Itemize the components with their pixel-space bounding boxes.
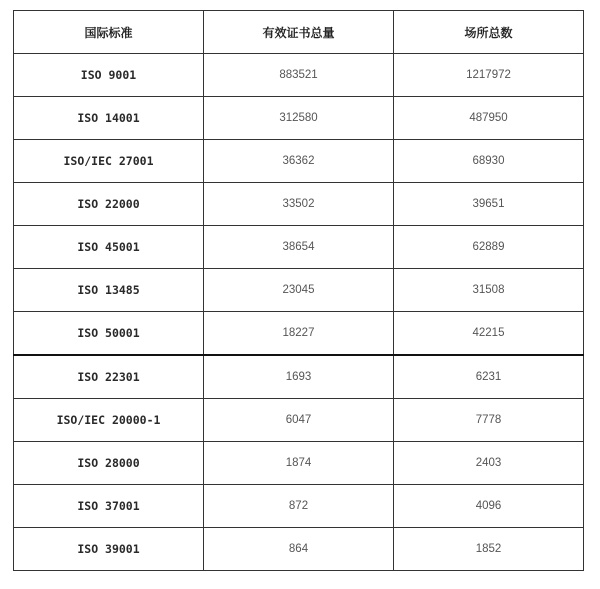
cell-certificates: 1693 — [204, 355, 394, 399]
cell-sites: 487950 — [394, 97, 584, 140]
cell-standard: ISO/IEC 27001 — [14, 140, 204, 183]
cell-certificates: 312580 — [204, 97, 394, 140]
cell-certificates: 33502 — [204, 183, 394, 226]
table-row — [14, 312, 584, 356]
cell-standard: ISO 50001 — [14, 312, 204, 356]
cell-certificates: 36362 — [204, 140, 394, 183]
header-certificates: 有效证书总量 — [204, 11, 394, 54]
cell-sites: 2403 — [394, 442, 584, 485]
table-row — [14, 399, 584, 442]
header-standard: 国际标准 — [14, 11, 204, 54]
cell-standard: ISO 39001 — [14, 528, 204, 571]
cell-certificates: 18227 — [204, 312, 394, 356]
cell-sites: 7778 — [394, 399, 584, 442]
cell-sites: 68930 — [394, 140, 584, 183]
cell-certificates: 38654 — [204, 226, 394, 269]
table-row — [14, 226, 584, 269]
cell-sites: 31508 — [394, 269, 584, 312]
cell-certificates: 6047 — [204, 399, 394, 442]
iso-certificate-table-container — [13, 10, 583, 571]
cell-certificates: 864 — [204, 528, 394, 571]
table-row — [14, 54, 584, 97]
cell-sites: 1217972 — [394, 54, 584, 97]
cell-standard: ISO 14001 — [14, 97, 204, 140]
cell-sites: 42215 — [394, 312, 584, 356]
cell-certificates: 1874 — [204, 442, 394, 485]
table-row — [14, 485, 584, 528]
cell-standard: ISO 28000 — [14, 442, 204, 485]
table-header-row — [14, 11, 584, 54]
cell-certificates: 23045 — [204, 269, 394, 312]
table-row — [14, 97, 584, 140]
cell-standard: ISO/IEC 20000-1 — [14, 399, 204, 442]
cell-certificates: 872 — [204, 485, 394, 528]
cell-sites: 1852 — [394, 528, 584, 571]
cell-standard: ISO 13485 — [14, 269, 204, 312]
iso-certificate-table — [13, 10, 584, 571]
cell-sites: 4096 — [394, 485, 584, 528]
cell-certificates: 883521 — [204, 54, 394, 97]
table-row — [14, 355, 584, 399]
table-row — [14, 269, 584, 312]
cell-sites: 39651 — [394, 183, 584, 226]
header-sites: 场所总数 — [394, 11, 584, 54]
table-row — [14, 528, 584, 571]
cell-standard: ISO 45001 — [14, 226, 204, 269]
cell-standard: ISO 9001 — [14, 54, 204, 97]
cell-standard: ISO 22000 — [14, 183, 204, 226]
table-row — [14, 183, 584, 226]
cell-standard: ISO 22301 — [14, 355, 204, 399]
table-row — [14, 442, 584, 485]
table-row — [14, 140, 584, 183]
cell-standard: ISO 37001 — [14, 485, 204, 528]
cell-sites: 6231 — [394, 355, 584, 399]
cell-sites: 62889 — [394, 226, 584, 269]
